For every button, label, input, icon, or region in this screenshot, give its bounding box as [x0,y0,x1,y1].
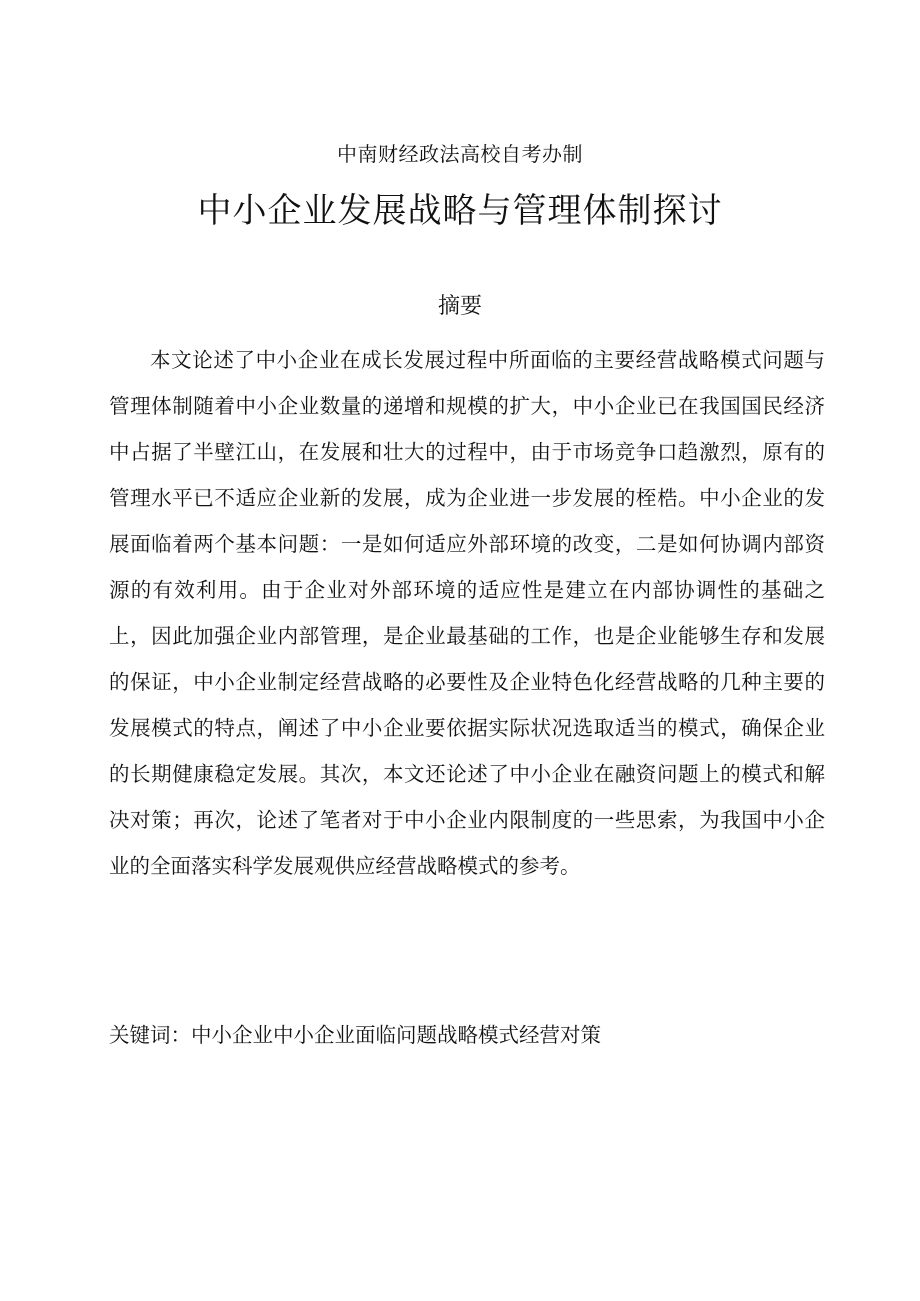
abstract-heading: 摘要 [437,294,482,319]
institution-line: 中南财经政法高校自考办制 [337,142,583,166]
abstract-body: 本文论述了中小企业在成长发展过程中所面临的主要经营战略模式问题与管理体制随着中小企业数量的递增和规模的扩大，中小企业已在我国国民经济中占据了半壁江山，在发展和壮大的过程中，由于市场竞争口趋激烈，原有的管理水平已不适应企业新的发展，成为企业进一步发展的桎梏。中小企业的发展面临着两个基本问题：一是如何适应外部环境的改变，二是如何协调内部资源的有效利用。由于企业对外部环境的适应性是建立在内部协调性的基础之上，因此加强企业内部管理，是企业最基础的工作，也是企业能够生存和发展的保证，中小企业制定经营战略的必要性及企业特色化经营战略的几种主要的发展模式的特点，阐述了中小企业要依据实际状况选取适当的模式，确保企业的长期健康稳定发展。其次，本文还论述了中小企业在融资问题上的模式和解决对策；再次，论述了笔者对于中小企业内限制度的一些思索，为我国中小企业的全面落实科学发展观供应经营战略模式的参考。 [109,348,825,878]
keywords-line: 关键词：中小企业中小企业面临问题战略模式经营对策 [109,1023,601,1047]
document-title: 中小企业发展战略与管理体制探讨 [197,191,723,231]
